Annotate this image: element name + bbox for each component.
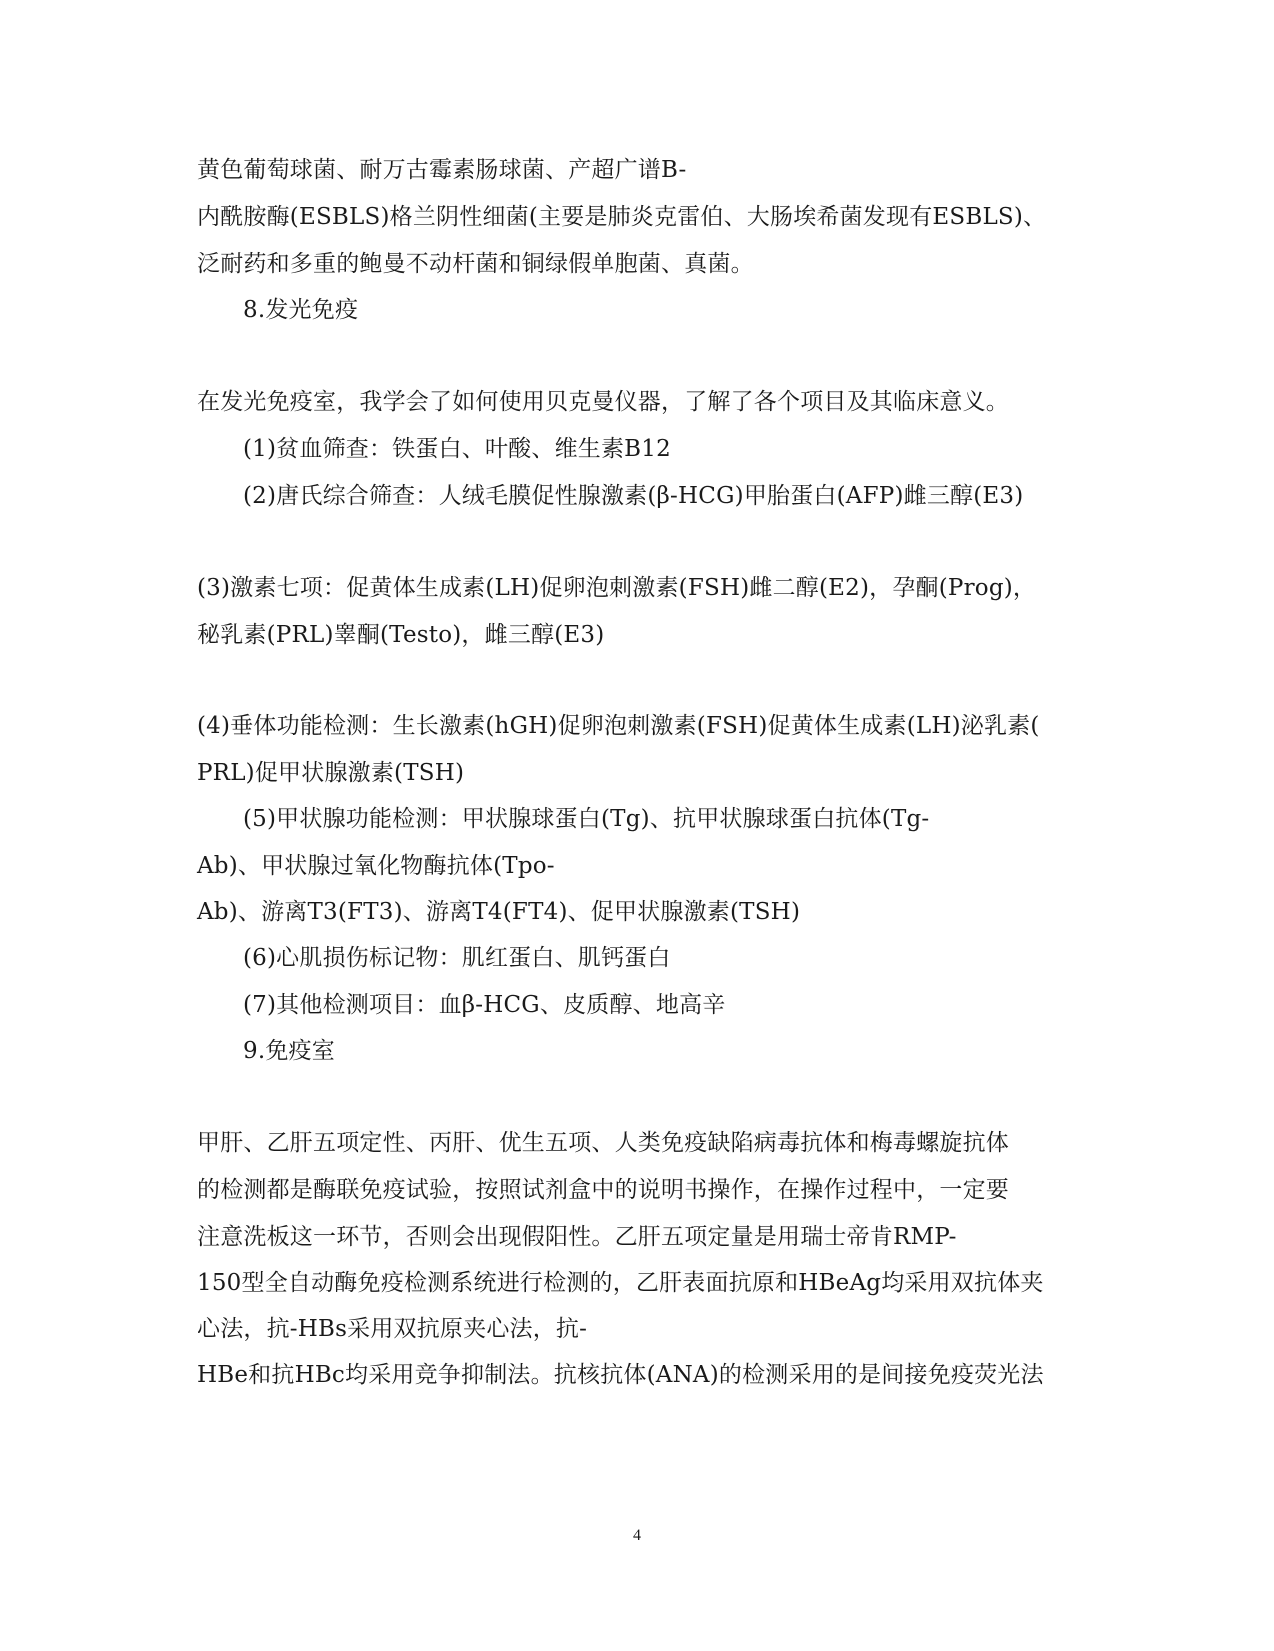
list-item: (2)唐氏综合筛查：人绒毛膜促性腺激素(β-HCG)甲胎蛋白(AFP)雌三醇(E3) <box>243 483 1024 509</box>
text-line: 甲肝、乙肝五项定性、丙肝、优生五项、人类免疫缺陷病毒抗体和梅毒螺旋抗体 <box>197 1130 1009 1156</box>
text-line: 内酰胺酶(ESBLS)格兰阴性细菌(主要是肺炎克雷伯、大肠埃希菌发现有ESBLS)、 <box>197 204 1047 230</box>
text-line: HBe和抗HBc均采用竞争抑制法。抗核抗体(ANA)的检测采用的是间接免疫荧光法 <box>197 1362 1044 1388</box>
list-item: (7)其他检测项目：血β-HCG、皮质醇、地高辛 <box>243 992 726 1018</box>
page-number: 4 <box>633 1527 641 1544</box>
text-line: 泛耐药和多重的鲍曼不动杆菌和铜绿假单胞菌、真菌。 <box>197 251 754 277</box>
text-line: 黄色葡萄球菌、耐万古霉素肠球菌、产超广谱B- <box>197 157 687 183</box>
section-heading: 9.免疫室 <box>243 1038 335 1064</box>
text-line: 在发光免疫室，我学会了如何使用贝克曼仪器，了解了各个项目及其临床意义。 <box>197 389 1009 415</box>
text-line: 注意洗板这一环节，否则会出现假阳性。乙肝五项定量是用瑞士帝肯RMP- <box>197 1224 957 1250</box>
list-item: (3)激素七项：促黄体生成素(LH)促卵泡刺激素(FSH)雌二醇(E2)，孕酮(Prog)， <box>197 575 1037 601</box>
list-item: (5)甲状腺功能检测：甲状腺球蛋白(Tg)、抗甲状腺球蛋白抗体(Tg- <box>243 806 930 832</box>
text-line: 心法，抗-HBs采用双抗原夹心法，抗- <box>197 1316 588 1342</box>
list-item: (6)心肌损伤标记物：肌红蛋白、肌钙蛋白 <box>243 945 671 971</box>
text-line: 150型全自动酶免疫检测系统进行检测的，乙肝表面抗原和HBeAg均采用双抗体夹 <box>197 1270 1044 1296</box>
list-item: (1)贫血筛查：铁蛋白、叶酸、维生素B12 <box>243 436 671 462</box>
text-line: PRL)促甲状腺激素(TSH) <box>197 760 465 786</box>
list-item: (4)垂体功能检测：生长激素(hGH)促卵泡刺激素(FSH)促黄体生成素(LH)泌乳素( <box>197 713 1040 739</box>
section-heading: 8.发光免疫 <box>243 297 359 323</box>
text-line: 的检测都是酶联免疫试验，按照试剂盒中的说明书操作，在操作过程中，一定要 <box>197 1177 1009 1203</box>
text-line: 秘乳素(PRL)睾酮(Testo)，雌三醇(E3) <box>197 622 605 648</box>
text-line: Ab)、游离T3(FT3)、游离T4(FT4)、促甲状腺激素(TSH) <box>197 899 801 925</box>
text-line: Ab)、甲状腺过氧化物酶抗体(Tpo- <box>197 853 555 879</box>
